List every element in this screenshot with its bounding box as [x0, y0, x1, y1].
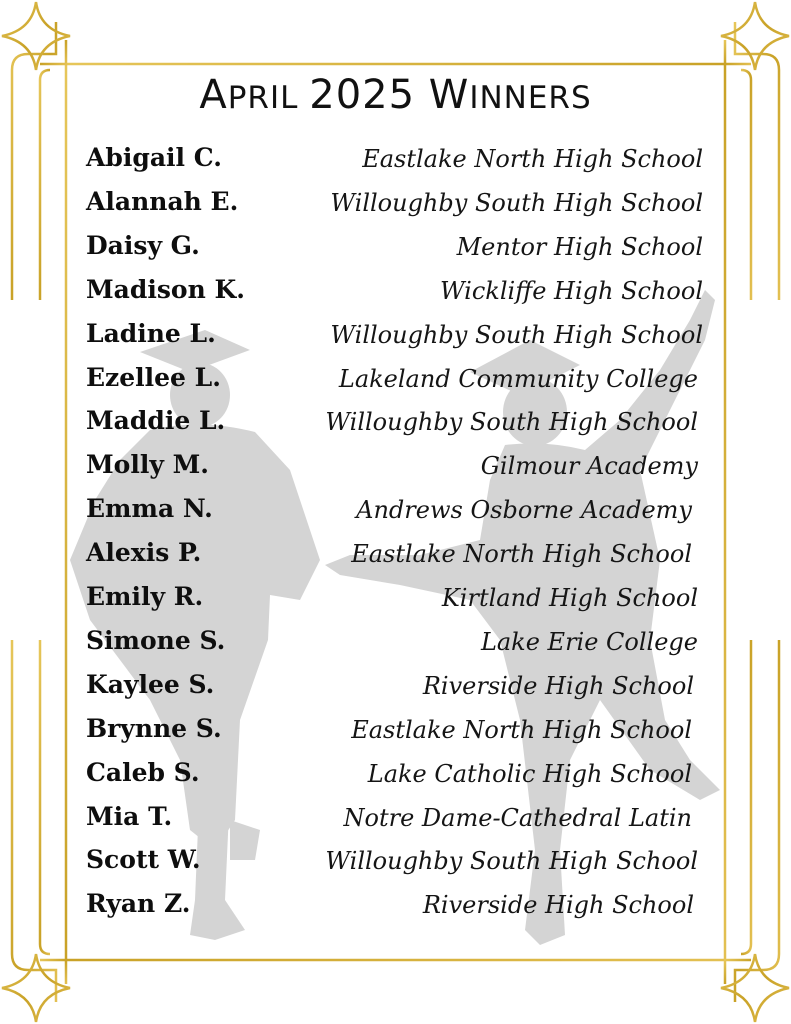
winner-school: Andrews Osborne Academy	[356, 496, 692, 525]
winner-name: Caleb S.	[86, 757, 200, 787]
list-item	[0, 406, 791, 450]
list-item	[0, 231, 791, 275]
list-item	[0, 758, 791, 802]
winner-school: Riverside High School	[422, 891, 694, 920]
list-item	[0, 670, 791, 714]
winner-name: Alannah E.	[86, 186, 239, 216]
list-item	[0, 845, 791, 889]
winner-name: Molly M.	[86, 450, 209, 480]
winner-school: Eastlake North High School	[362, 145, 703, 173]
winner-school: Willoughby South High School	[325, 847, 698, 876]
list-item	[0, 275, 791, 319]
winner-name: Ezellee L.	[86, 362, 221, 392]
list-item	[0, 626, 791, 670]
list-item	[0, 494, 791, 538]
winner-school: Mentor High School	[456, 232, 703, 261]
list-item	[0, 582, 791, 626]
winner-school: Eastlake North High School	[351, 715, 692, 744]
winner-name: Emma N.	[86, 494, 213, 524]
winner-name: Daisy G.	[86, 230, 200, 260]
winner-name: Kaylee S.	[86, 669, 215, 699]
list-item	[0, 319, 791, 363]
winner-school: Kirtland High School	[441, 584, 698, 612]
winner-name: Simone S.	[86, 625, 226, 655]
winner-school: Notre Dame-Cathedral Latin	[343, 803, 692, 832]
title-part: INNERS	[469, 80, 592, 116]
winner-school: Gilmour Academy	[480, 452, 698, 481]
winner-name: Scott W.	[86, 845, 201, 875]
winner-school: Lakeland Community College	[338, 364, 698, 393]
list-item	[0, 187, 791, 231]
list-item	[0, 802, 791, 846]
winner-school: Riverside High School	[422, 671, 694, 700]
winner-name: Abigail C.	[86, 143, 222, 172]
winner-school: Eastlake North High School	[351, 540, 692, 569]
list-item	[0, 714, 791, 758]
winner-school: Willoughby South High School	[330, 188, 703, 217]
winner-school: Willoughby South High School	[325, 408, 698, 437]
title-part: PRIL	[227, 80, 310, 116]
list-item	[0, 363, 791, 407]
winner-name: Alexis P.	[86, 538, 202, 568]
winner-name: Brynne S.	[86, 713, 222, 743]
winner-school: Lake Catholic High School	[367, 759, 692, 788]
winner-name: Madison K.	[86, 274, 245, 304]
title-part: 2025 W	[309, 72, 470, 118]
list-item	[0, 143, 791, 187]
winner-school: Wickliffe High School	[439, 276, 703, 305]
list-item	[0, 538, 791, 582]
list-item	[0, 889, 791, 933]
title-part: A	[199, 72, 228, 118]
winner-name: Ladine L.	[86, 318, 216, 348]
winner-name: Maddie L.	[86, 406, 226, 436]
winner-school: Lake Erie College	[480, 627, 698, 656]
list-item	[0, 450, 791, 494]
winner-name: Mia T.	[86, 801, 173, 831]
winner-name: Ryan Z.	[86, 889, 191, 919]
winner-school: Willoughby South High School	[330, 320, 703, 349]
winner-name: Emily R.	[86, 582, 204, 611]
